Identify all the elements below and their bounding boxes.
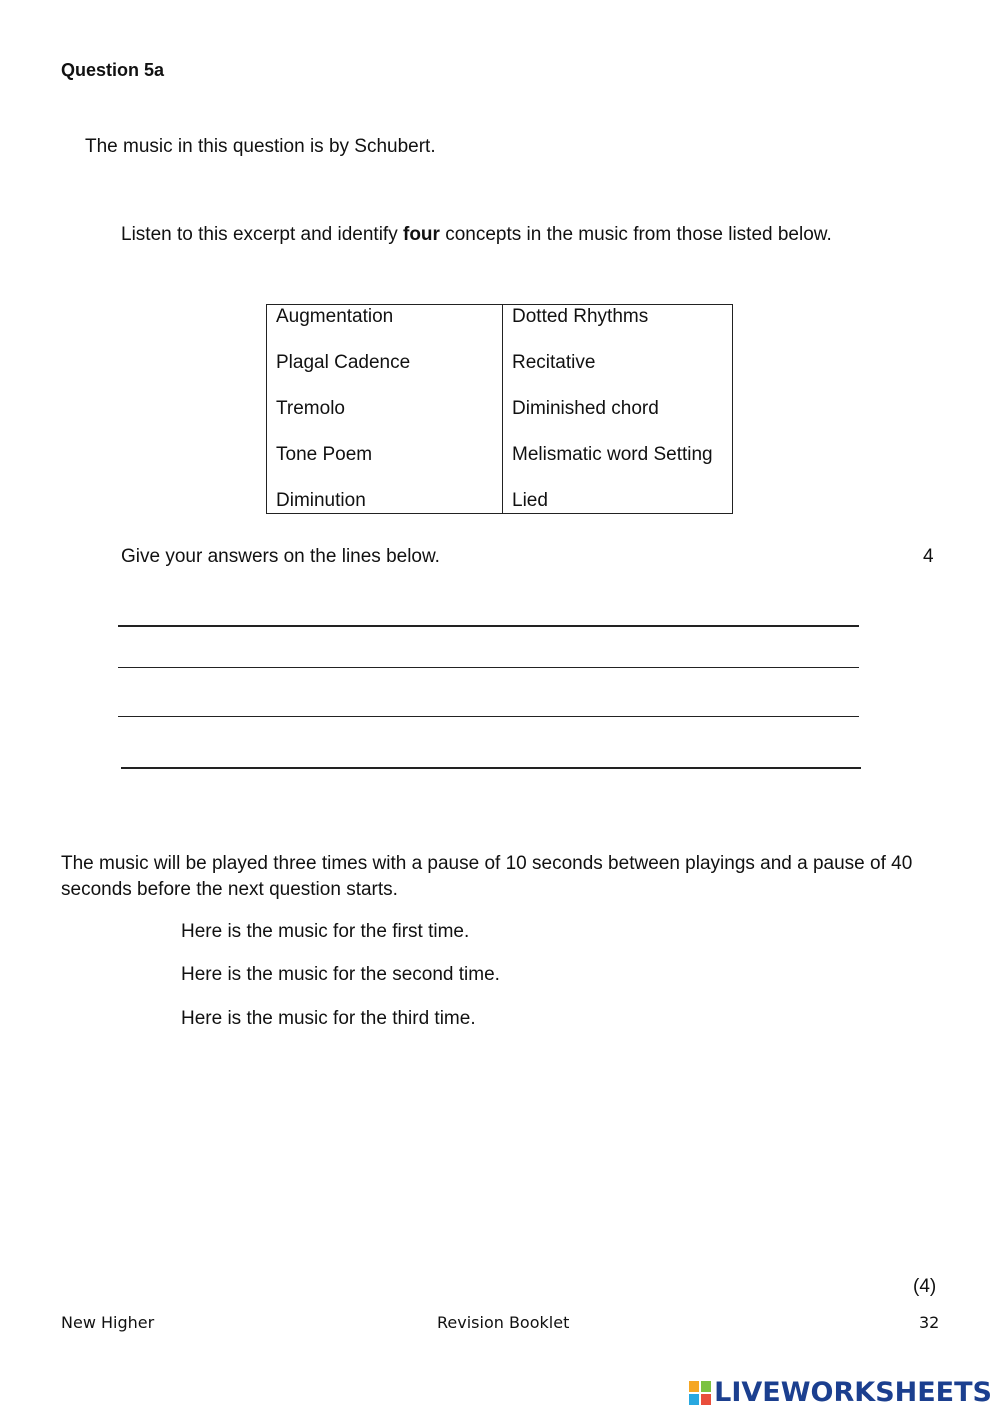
concept-item: Lied — [512, 490, 548, 511]
instruction-text-pre: Listen to this excerpt and identify — [121, 224, 403, 245]
concept-item: Recitative — [512, 352, 596, 373]
answer-line-2[interactable] — [118, 667, 859, 668]
footer-booklet: Revision Booklet — [437, 1313, 570, 1332]
playback-description: The music will be played three times with a pause of 10 seconds between playings and a pause of 40 seconds before the next question starts. — [61, 853, 913, 900]
liveworksheets-logo-icon — [689, 1381, 711, 1405]
playback-third: Here is the music for the third time. — [181, 1008, 476, 1029]
footer-course: New Higher — [61, 1313, 155, 1332]
playback-second: Here is the music for the second time. — [181, 964, 500, 985]
concept-item: Tremolo — [276, 398, 345, 419]
answer-line-1[interactable] — [118, 625, 859, 627]
footer-page-number: 32 — [919, 1313, 940, 1332]
answer-line-4[interactable] — [121, 767, 861, 769]
concept-item: Augmentation — [276, 306, 394, 327]
liveworksheets-logo — [689, 1378, 992, 1408]
concepts-column-right — [503, 305, 733, 514]
concepts-table — [266, 304, 733, 514]
concept-item: Tone Poem — [276, 444, 373, 465]
concept-item: Diminished chord — [512, 398, 659, 419]
concepts-column-left — [267, 305, 503, 514]
question-intro: The music in this question is by Schubert. — [85, 136, 436, 157]
answers-prompt: Give your answers on the lines below. — [121, 546, 440, 567]
concept-item: Dotted Rhythms — [512, 306, 649, 327]
playback-first: Here is the music for the first time. — [181, 921, 470, 942]
concept-item: Diminution — [276, 490, 366, 511]
instruction-text-bold: four — [403, 224, 440, 245]
answers-marks: 4 — [923, 546, 934, 567]
liveworksheets-logo-text: LIVEWORKSHEETS — [714, 1377, 992, 1408]
marks-total: (4) — [913, 1276, 937, 1297]
concept-item: Melismatic word Setting — [512, 444, 713, 465]
concept-item: Plagal Cadence — [276, 352, 411, 373]
question-instruction — [121, 224, 841, 246]
answer-line-3[interactable] — [118, 716, 859, 717]
instruction-text-post: concepts in the music from those listed below. — [439, 224, 832, 245]
question-title: Question 5a — [61, 60, 165, 80]
